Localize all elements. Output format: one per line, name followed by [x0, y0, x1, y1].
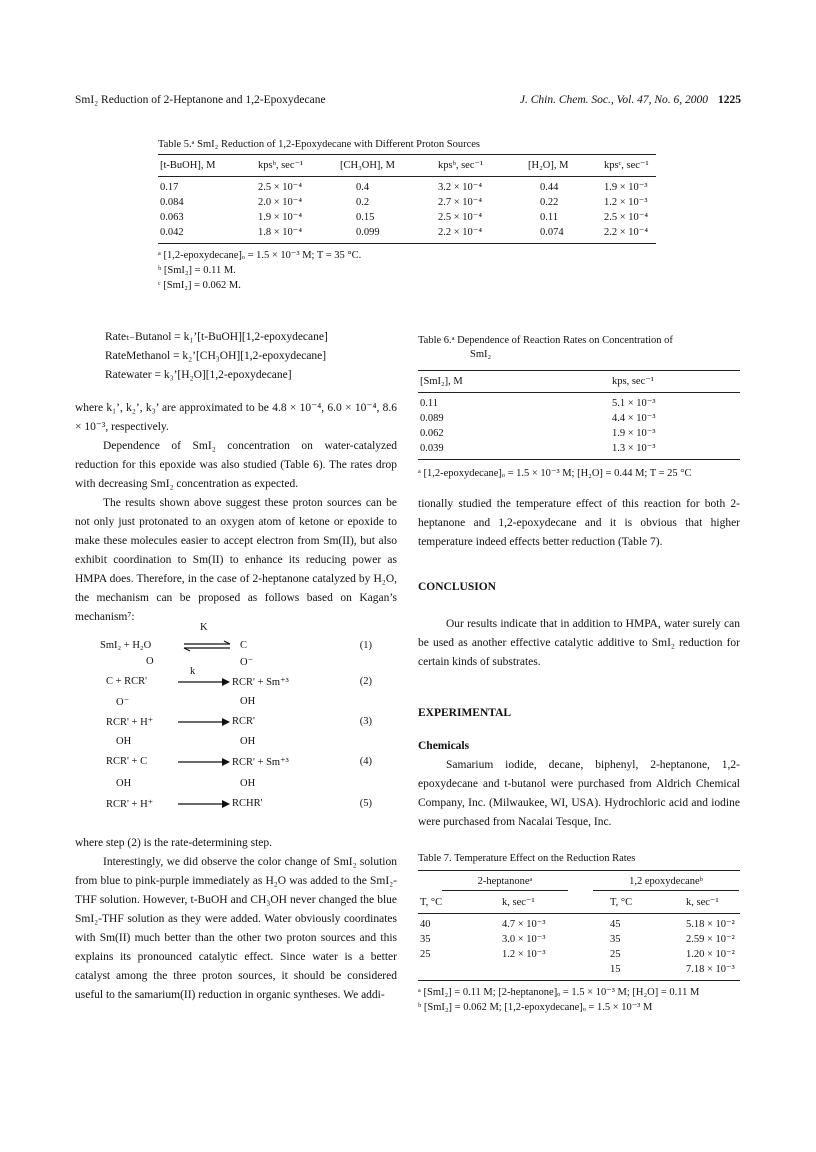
page-number: 1225 [718, 94, 741, 106]
table-6-footnote: ᵃ [1,2-epoxydecane]ₒ = 1.5 × 10⁻³ M; [H₂O] = 0.44 M; T = 25 °C [418, 468, 692, 479]
table-cell: 0.042 [160, 227, 184, 238]
paragraph: where step (2) is the rate-determining step. [75, 837, 273, 849]
scheme-substituent: OH [116, 778, 132, 789]
table-5 [158, 138, 656, 293]
table-7 [418, 852, 740, 1015]
table-cell: 2.5 × 10⁻⁴ [604, 212, 648, 223]
table-cell: 0.084 [160, 197, 184, 208]
table-cell: 0.099 [356, 227, 380, 238]
table-cell: 1.3 × 10⁻³ [612, 443, 656, 454]
table-7-group-row [418, 871, 740, 894]
table-row [418, 411, 740, 426]
rate-equation: Rateₜ₋Butanol = k₁’[t-BuOH][1,2-epoxydecane] [105, 331, 328, 343]
table-cell: 1.20 × 10⁻² [686, 949, 735, 960]
paragraph: Dependence of SmI₂ concentration on water-catalyzed reduction for this epoxide was also studied (Table 6). The rates drop with decreasing SmI₂ concentration as expected. [75, 440, 397, 490]
table-cell [418, 962, 500, 981]
table-cell: 2.59 × 10⁻² [686, 934, 735, 945]
scheme-substituent: O⁻ [240, 657, 254, 668]
table-cell: 1.9 × 10⁻³ [604, 182, 648, 193]
table-cell: 45 [610, 919, 621, 930]
scheme-step [100, 736, 400, 772]
table-row [418, 962, 740, 981]
table-cell: 0.15 [356, 212, 375, 223]
table-group-header [592, 871, 740, 894]
table-cell: 0.4 [356, 182, 370, 193]
reaction-scheme [100, 622, 400, 823]
paragraph: Our results indicate that in addition to HMPA, water surely can be used as another effective catalytic additive to SmI₂ reduction for certain kinds of substrates. [418, 618, 740, 668]
table-cell: 0.11 [540, 212, 558, 223]
scheme-substituent: OH [116, 736, 132, 747]
table-cell [500, 962, 592, 981]
running-head-journal [520, 94, 741, 106]
table-6 [418, 334, 740, 481]
table-7-footnote-b: ᵇ [SmI₂] = 0.062 M; [1,2-epoxydecane]ₒ = 1.5 × 10⁻³ M [418, 1002, 653, 1013]
table-5-header-row [158, 155, 656, 177]
table-cell: 15 [610, 964, 621, 975]
scheme-substituent: O [146, 656, 154, 667]
table-header-cell: kpsᵇ, sec⁻¹ [438, 160, 484, 171]
arrow-right-icon [176, 757, 232, 767]
paragraph: tionally studied the temperature effect of this reaction for both 2-heptanone and 1,2-epoxydecane and it is obvious that higher temperature indeed effects better reduction (Table 7). [418, 498, 740, 548]
scheme-arrow-label: K [200, 622, 208, 633]
table-cell: 0.17 [160, 182, 179, 193]
scheme-step-number: (2) [359, 676, 372, 687]
table-5-footnote-a: ᵃ [1,2-epoxydecane]ₒ = 1.5 × 10⁻³ M; T = 35 °C. [158, 250, 362, 261]
table-row [418, 914, 740, 933]
scheme-substituent: OH [240, 736, 256, 747]
table-5-grid [158, 154, 656, 244]
left-column-bottom [75, 834, 397, 1005]
table-cell: 4.4 × 10⁻³ [612, 413, 656, 424]
scheme-products: RCR' + Sm⁺³ [232, 757, 289, 768]
table-7-footnote-a: ᵃ [SmI₂] = 0.11 M; [2-heptanone]ₒ = 1.5 × 10⁻³ M; [H₂O] = 0.11 M [418, 987, 700, 998]
arrow-right-icon [176, 677, 232, 687]
table-5-caption: Table 5.ᵃ SmI₂ Reduction of 1,2-Epoxydecane with Different Proton Sources [158, 139, 480, 150]
table-cell: 0.22 [540, 197, 559, 208]
table-5-footnote-c: ᶜ [SmI₂] = 0.062 M. [158, 280, 241, 291]
table-6-caption: Table 6.ᵃ Dependence of Reaction Rates on Concentration of [418, 335, 673, 346]
table-header-cell: [SmI₂], M [420, 376, 463, 387]
table-row [418, 947, 740, 962]
paragraph: Samarium iodide, decane, biphenyl, 2-heptanone, 1,2-epoxydecane and t-butanol were purchased from Aldrich Chemical Company, Inc. (Milwaukee, WI, USA). Hydrochloric acid and iodine were purchased from Nacalai Tesque, Inc. [418, 759, 740, 828]
scheme-reactants: RCR' + C [106, 756, 148, 767]
table-cell: 35 [610, 934, 621, 945]
scheme-substituent: OH [240, 778, 256, 789]
scheme-step-number: (4) [359, 756, 372, 767]
table-cell: 0.074 [540, 227, 564, 238]
table-group-header [418, 871, 592, 894]
equilibrium-arrow-icon [182, 640, 234, 652]
table-cell: 0.089 [420, 413, 444, 424]
table-row [418, 441, 740, 460]
table-row [158, 210, 656, 225]
table-cell: 0.2 [356, 197, 370, 208]
table-cell: 1.9 × 10⁻⁴ [258, 212, 302, 223]
table-cell: 1.9 × 10⁻³ [612, 428, 656, 439]
journal-citation: J. Chin. Chem. Soc., Vol. 47, No. 6, 2000 [519, 94, 708, 106]
table-cell: 3.2 × 10⁻⁴ [438, 182, 482, 193]
paragraph: The results shown above suggest these proton sources can be not only just protonated to an oxygen atom of ketone or epoxide to make these molecules easier to accept electron from Sm(II), but also exhibit coordination to Sm(II) to enhance its reducing power as HMPA does. Therefore, in the case of 2-heptanone catalyzed by H₂O, the mechanism can be proposed as follows based on Kagan’s mechanism⁷: [75, 497, 397, 623]
table-cell: 25 [420, 949, 431, 960]
scheme-arrow-label: k [190, 666, 196, 677]
scheme-reactants: RCR' + H⁺ [106, 799, 154, 810]
experimental-heading: EXPERIMENTAL [418, 707, 512, 719]
table-header-cell: [t-BuOH], M [160, 160, 216, 171]
table-cell: 40 [420, 919, 431, 930]
scheme-products: C [240, 640, 248, 651]
group-epoxydecane: 1,2 epoxydecaneᵇ [593, 874, 739, 891]
table-row [158, 177, 656, 196]
table-7-header-row [418, 893, 740, 914]
table-cell: 2.5 × 10⁻⁴ [258, 182, 302, 193]
table-row [158, 225, 656, 244]
table-cell: 5.18 × 10⁻² [686, 919, 735, 930]
table-row [158, 195, 656, 210]
table-header-cell: k, sec⁻¹ [502, 897, 535, 908]
scheme-substituent: O⁻ [116, 697, 130, 708]
table-header-cell: k, sec⁻¹ [686, 897, 719, 908]
scheme-step-number: (5) [359, 798, 372, 809]
table-cell: 2.5 × 10⁻⁴ [438, 212, 482, 223]
table-row [418, 393, 740, 412]
rate-equation: Ratewater = k₃’[H₂O][1,2-epoxydecane] [105, 369, 292, 381]
table-cell: 0.11 [420, 398, 438, 409]
table-header-cell: kpsᵇ, sec⁻¹ [258, 160, 304, 171]
table-6-header-row [418, 371, 740, 393]
scheme-products: RCHR' [232, 798, 263, 809]
table-cell: 0.062 [420, 428, 444, 439]
table-cell: 35 [420, 934, 431, 945]
table-header-cell: T, °C [610, 897, 633, 908]
table-6-grid [418, 370, 740, 460]
scheme-step [100, 696, 400, 732]
left-column-top [75, 328, 397, 627]
rate-equation: RateMethanol = k₂’[CH₃OH][1,2-epoxydecane] [105, 350, 327, 362]
group-heptanone: 2-heptanoneᵃ [442, 874, 569, 891]
table-cell: 25 [610, 949, 621, 960]
table-cell: 1.2 × 10⁻³ [604, 197, 648, 208]
arrow-right-icon [176, 717, 232, 727]
table-header-cell: [CH₃OH], M [340, 160, 395, 171]
table-row [418, 932, 740, 947]
table-cell: 2.0 × 10⁻⁴ [258, 197, 302, 208]
table-cell: 4.7 × 10⁻³ [502, 919, 546, 930]
table-header-cell: [H₂O], M [528, 160, 569, 171]
arrow-right-icon [176, 799, 232, 809]
table-cell: 0.039 [420, 443, 444, 454]
table-cell: 2.7 × 10⁻⁴ [438, 197, 482, 208]
table-header-cell: kps, sec⁻¹ [612, 376, 654, 387]
scheme-reactants: SmI₂ + H₂O [100, 640, 152, 651]
table-cell: 2.2 × 10⁻⁴ [438, 227, 482, 238]
scheme-step-number: (1) [359, 640, 372, 651]
scheme-step-number: (3) [359, 716, 372, 727]
table-cell: 0.44 [540, 182, 559, 193]
right-column-text [418, 495, 740, 832]
chemicals-subheading: Chemicals [418, 740, 470, 752]
table-cell: 1.8 × 10⁻⁴ [258, 227, 302, 238]
scheme-reactants: C + RCR' [106, 676, 148, 687]
table-7-caption: Table 7. Temperature Effect on the Reduction Rates [418, 853, 636, 864]
running-head-title: SmI₂ Reduction of 2-Heptanone and 1,2-Epoxydecane [75, 94, 326, 106]
table-cell: 7.18 × 10⁻³ [686, 964, 735, 975]
table-6-caption-cont: SmI₂ [470, 349, 492, 360]
table-cell: 3.0 × 10⁻³ [502, 934, 546, 945]
scheme-substituent: OH [240, 696, 256, 707]
paragraph: where k₁’, k₂’, k₃’ are approximated to be 4.8 × 10⁻⁴, 6.0 × 10⁻⁴, 8.6 × 10⁻³, respectively. [75, 402, 397, 433]
table-7-grid [418, 870, 740, 981]
scheme-step [100, 778, 400, 814]
table-cell: 2.2 × 10⁻⁴ [604, 227, 648, 238]
table-cell: 0.063 [160, 212, 184, 223]
table-header-cell: T, °C [420, 897, 443, 908]
table-cell: 5.1 × 10⁻³ [612, 398, 656, 409]
table-5-footnote-b: ᵇ [SmI₂] = 0.11 M. [158, 265, 236, 276]
conclusion-heading: CONCLUSION [418, 581, 496, 593]
scheme-products: RCR' + Sm⁺³ [232, 677, 289, 688]
scheme-reactants: RCR' + H⁺ [106, 717, 154, 728]
table-cell: 1.2 × 10⁻³ [502, 949, 546, 960]
table-row [418, 426, 740, 441]
table-header-cell: kpsᶜ, sec⁻¹ [604, 160, 649, 171]
scheme-step [100, 656, 400, 692]
scheme-products: RCR' [232, 716, 255, 727]
paragraph: Interestingly, we did observe the color change of SmI₂ solution from blue to pink-purple immediately as H₂O was added to the SmI₂-THF solution. However, t-BuOH and CH₃OH never changed the blue SmI₂-THF solution as they were added. Water obviously coordinates with Sm(II) much better than the other two proton sources and this explains its pronounced catalytic effect. Since water is a better catalyst among the three proton sources, it should be considered useful to the samarium(II) reduction in organic syntheses. We addi- [75, 856, 397, 1001]
